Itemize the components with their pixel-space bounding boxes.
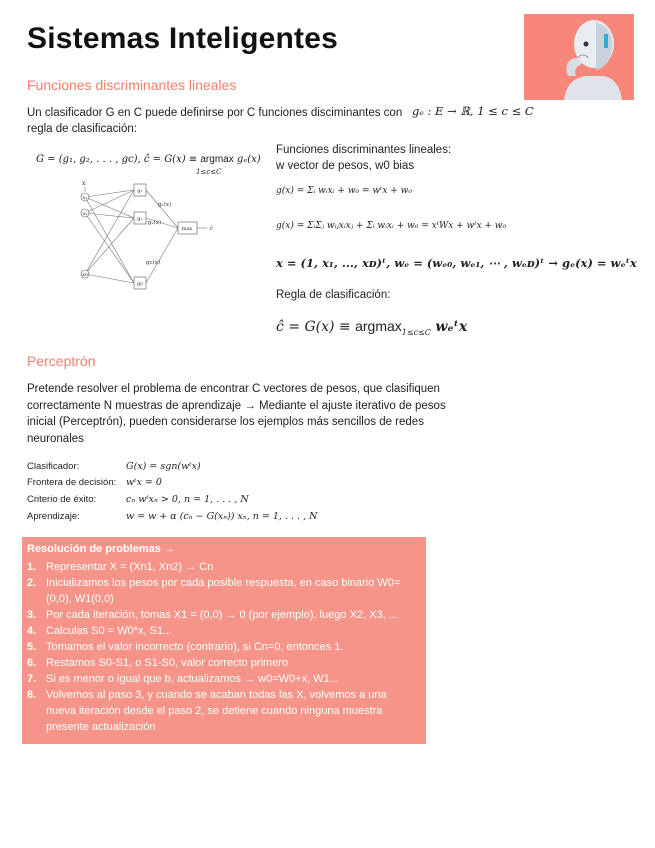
table-label: Aprendizaje:	[27, 511, 80, 522]
table-label: Frontera de decisión:	[27, 477, 117, 488]
diagram-output-gc: gᴄ(x)	[146, 260, 160, 266]
table-value: cₙ wᵗxₙ > 0, n = 1, . . . , N	[126, 494, 249, 505]
diagram-output-g1: g₁(x)	[158, 202, 172, 208]
diagram-top-label: x	[82, 180, 86, 187]
diagram-input-xd: xᴅ	[82, 272, 88, 278]
intro-text: Un clasificador G en C puede definirse por C funciones disciminantes con regla de clasificación:	[27, 107, 403, 135]
table-value: w = w + α (cₙ − G(xₙ)) xₙ, n = 1, . . . , N	[126, 511, 318, 522]
step-text: Restamos S0-S1, o S1-S0, valor correcto primero	[46, 657, 289, 669]
list-item	[22, 687, 416, 735]
step-text: Inicializamos los pesos por cada posible respuesta, en caso binario W0=(0,0), W1(0,0)	[46, 577, 401, 605]
step-text: Calculas S0 = W0*x, S1...	[46, 625, 173, 637]
list-item	[22, 607, 416, 623]
step-number: 1.	[27, 561, 37, 573]
step-number: 3.	[27, 609, 37, 621]
rule-argmax-sub: 1≤c≤C	[401, 327, 431, 337]
g-argmax: argmax	[200, 154, 234, 165]
linear-formula: g(x) = Σᵢ wᵢxᵢ + w₀ = wᵗx + w₀	[276, 186, 412, 196]
step-number: 4.	[27, 625, 37, 637]
section-heading-perceptron: Perceptrón	[27, 353, 96, 369]
table-label: Criterio de éxito:	[27, 494, 97, 505]
list-item	[22, 623, 416, 639]
list-item	[22, 559, 416, 575]
perceptron-text: Pretende resolver el problema de encontrar C vectores de pesos, que clasifiquen correctamente N muestras de aprendizaje → Mediante el ajuste iterativo de pesos inicial (Perceptrón), pueden considerarse los ejemplos más sencillos de redes neuronales	[27, 383, 446, 445]
box-title: Resolución de problemas →	[27, 543, 175, 555]
table-value: wᵗx = 0	[126, 477, 162, 488]
rule-title: Regla de clasificación:	[276, 289, 391, 301]
diagram-result: ĉ	[210, 226, 214, 232]
extended-vector-formula: x = (1, x₁, ..., xᴅ)ᵗ, wₑ = (wₑ₀, wₑ₁, ⋯ , wₑᴅ)ᵗ → gₑ(x) = wₑᵗx	[276, 256, 637, 270]
classifier-diagram	[60, 178, 230, 298]
step-number: 5.	[27, 641, 37, 653]
step-text: Volvemos al paso 3, y cuando se acaban todas las X, volvemos a una nueva iteración desde el paso 2, se detiene cuando ninguna muestra presente actualización	[46, 689, 387, 733]
step-number: 2.	[27, 577, 37, 589]
rule-argmax: argmax	[355, 318, 402, 334]
step-number: 6.	[27, 657, 37, 669]
rule-formula	[276, 318, 467, 337]
list-item	[22, 655, 416, 671]
diagram-node-gc: gᴄ	[136, 281, 144, 287]
step-text: Por cada iteración, tomas X1 = (0,0) → 0 (por ejemplo), luego X2, X3, ...	[46, 609, 398, 621]
table-value: G(x) = sgn(wᵗx)	[126, 461, 201, 472]
rule-rhs: wₑᵗx	[435, 319, 468, 335]
rule-lhs: ĉ = G(x) ≡	[276, 319, 351, 335]
g-formula-lhs: G = (g₁, g₂, . . . , gᴄ), ĉ = G(x) ≡	[36, 154, 198, 165]
step-text: Representar X = (Xn1, Xn2) → Cn	[46, 561, 214, 573]
step-text: Si es menor o igual que b, actualizamos → w0=W0+x, W1...	[46, 673, 339, 685]
diagram-node-g2: g₂	[137, 216, 143, 222]
list-item	[22, 575, 416, 607]
g-vector-formula	[36, 154, 261, 176]
quadratic-formula: g(x) = ΣᵢΣⱼ wᵢⱼxᵢxⱼ + Σᵢ wᵢxᵢ + w₀ = xᵗWx + wᵗx + w₀	[276, 221, 507, 231]
diagram-node-g1: g₁	[137, 188, 143, 194]
discriminant-subtitle: w vector de pesos, w0 bias	[276, 160, 415, 172]
section-heading-discriminant: Funciones discriminantes lineales	[27, 77, 237, 93]
problem-solving-box	[22, 537, 426, 744]
step-number: 7.	[27, 673, 37, 685]
diagram-input-x2: x₂	[82, 211, 88, 217]
g-formula-tail: gₑ(x)	[236, 154, 261, 165]
discriminant-title: Funciones discriminantes lineales:	[276, 144, 452, 156]
diagram-max-node: max	[181, 226, 193, 232]
table-label: Clasificador:	[27, 461, 80, 472]
g-argmax-sub: 1≤c≤C	[196, 168, 222, 176]
step-number: 8.	[27, 689, 37, 701]
step-text: Tomamos el valor incorrecto (contrario), si Cn=0, entonces 1.	[46, 641, 344, 653]
discriminant-description	[276, 142, 536, 174]
diagram-input-x1: x₁	[82, 195, 88, 201]
list-item	[22, 671, 416, 687]
list-item	[22, 639, 416, 655]
page-title: Sistemas Inteligentes	[27, 22, 338, 55]
intro-formula: gₑ : E → ℝ, 1 ≤ c ≤ C	[412, 104, 534, 118]
steps-list	[22, 559, 416, 735]
robot-thinker-image	[524, 14, 634, 100]
diagram-output-g2: g₂(x)	[148, 220, 162, 226]
